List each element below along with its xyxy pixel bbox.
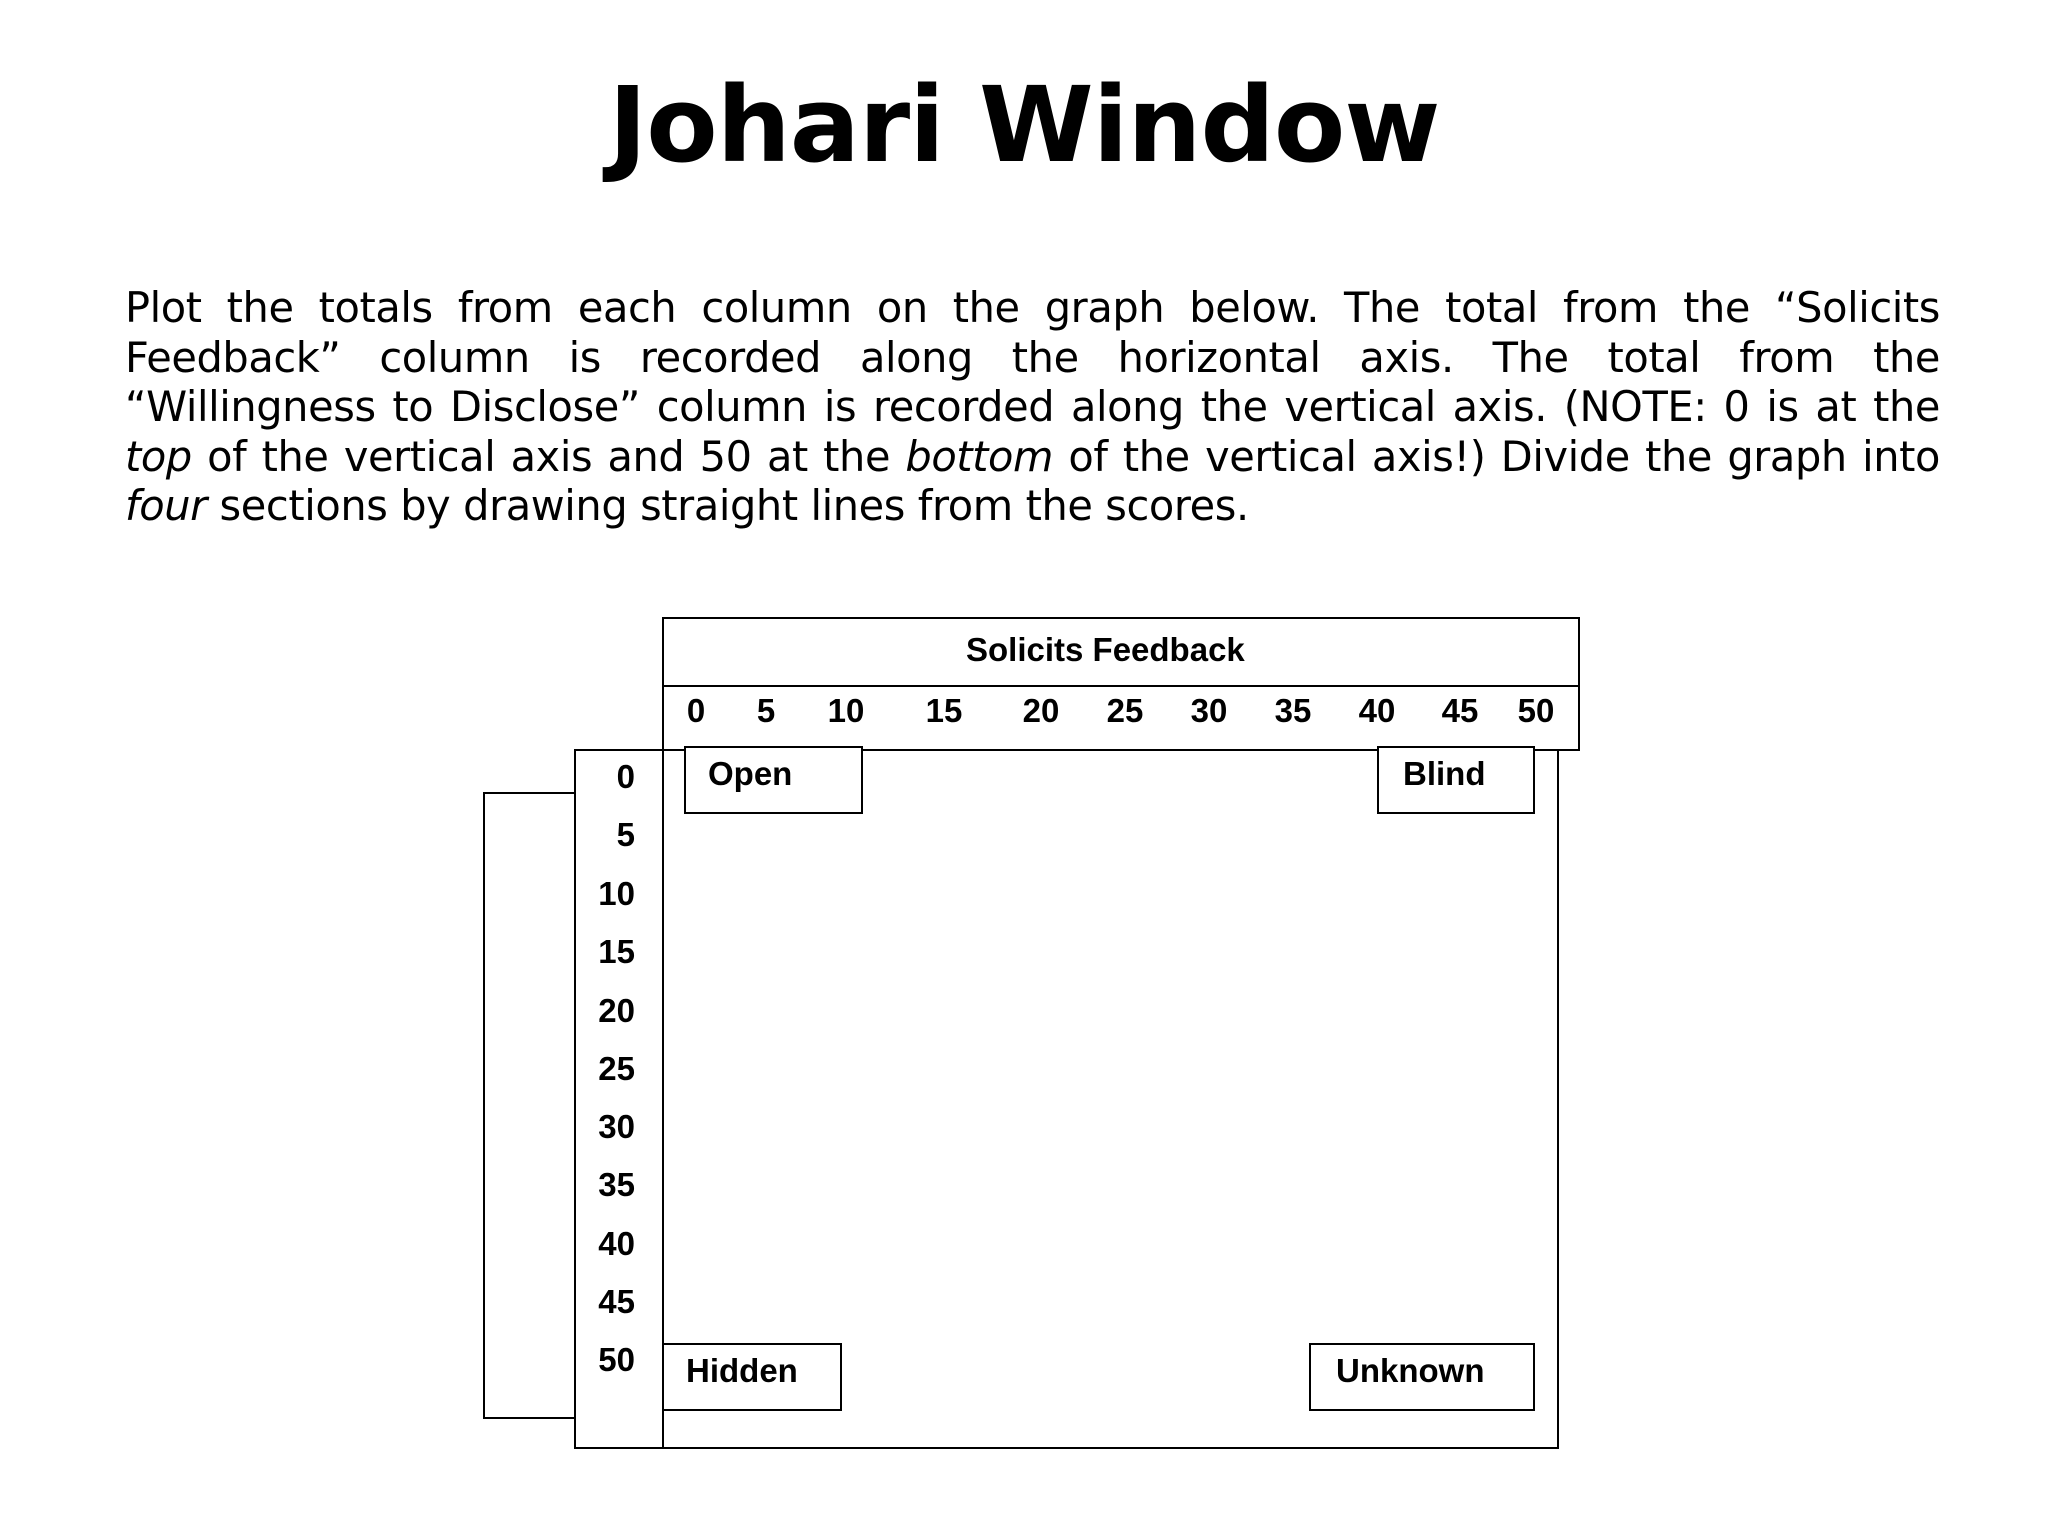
horizontal-axis-divider: [662, 685, 1580, 687]
horizontal-tick-label: 0: [686, 692, 706, 729]
instructions-text: of the vertical axis and 50 at the: [191, 431, 906, 481]
horizontal-tick-label: 50: [1517, 692, 1555, 729]
quadrant-open: [684, 746, 863, 814]
page-title: Johari Window: [608, 64, 1440, 186]
instructions-text: sections by drawing straight lines from the scores.: [206, 481, 1249, 530]
horizontal-tick-label: 40: [1358, 692, 1396, 729]
horizontal-tick-label: 15: [925, 692, 963, 729]
instructions-line: [125, 432, 1940, 482]
vertical-tick-label: 10: [598, 875, 635, 912]
vertical-tick-label: 15: [598, 933, 635, 970]
emphasis-bottom: bottom: [905, 431, 1054, 481]
horizontal-tick-label: 20: [1022, 692, 1060, 729]
quadrant-hidden: [662, 1343, 842, 1411]
instructions-line: “Willingness to Disclose” column is recorded along the vertical axis. (NOTE: 0 is at the: [125, 382, 1940, 431]
vertical-tick-label: 5: [616, 816, 635, 853]
quadrant-unknown: [1309, 1343, 1535, 1411]
horizontal-tick-label: 35: [1274, 692, 1312, 729]
vertical-tick-label: 40: [598, 1225, 635, 1262]
quadrant-hidden-label: Hidden: [686, 1352, 798, 1389]
quadrant-unknown-label: Unknown: [1336, 1352, 1485, 1389]
horizontal-tick-label: 10: [827, 692, 865, 729]
vertical-axis-bracket: [483, 792, 576, 1419]
vertical-tick-label: 35: [598, 1166, 635, 1203]
quadrant-open-label: Open: [708, 755, 793, 792]
vertical-tick-label: 50: [598, 1341, 635, 1378]
instructions-line: [125, 481, 1940, 531]
emphasis-top: top: [125, 431, 192, 481]
vertical-tick-label: 45: [598, 1283, 635, 1320]
horizontal-tick-label: 45: [1441, 692, 1479, 729]
horizontal-tick-label: 25: [1106, 692, 1144, 729]
quadrant-blind-label: Blind: [1403, 755, 1486, 792]
vertical-tick-label: 20: [598, 992, 635, 1029]
instructions-line: Plot the totals from each column on the graph below. The total from the “Solicits: [125, 283, 1940, 332]
emphasis-four: four: [125, 481, 207, 530]
vertical-tick-label: 25: [598, 1050, 635, 1087]
vertical-tick-label: 0: [616, 758, 635, 795]
instructions-paragraph: [125, 283, 1940, 531]
quadrant-blind: [1377, 746, 1535, 814]
horizontal-tick-label: 30: [1190, 692, 1228, 729]
instructions-text: of the vertical axis!) Divide the graph into: [1053, 431, 1941, 481]
vertical-tick-label: 30: [598, 1108, 635, 1145]
instructions-line: Feedback” column is recorded along the horizontal axis. The total from the: [125, 332, 1940, 382]
horizontal-tick-label: 5: [756, 692, 776, 729]
horizontal-axis-title: Solicits Feedback: [966, 631, 1245, 668]
